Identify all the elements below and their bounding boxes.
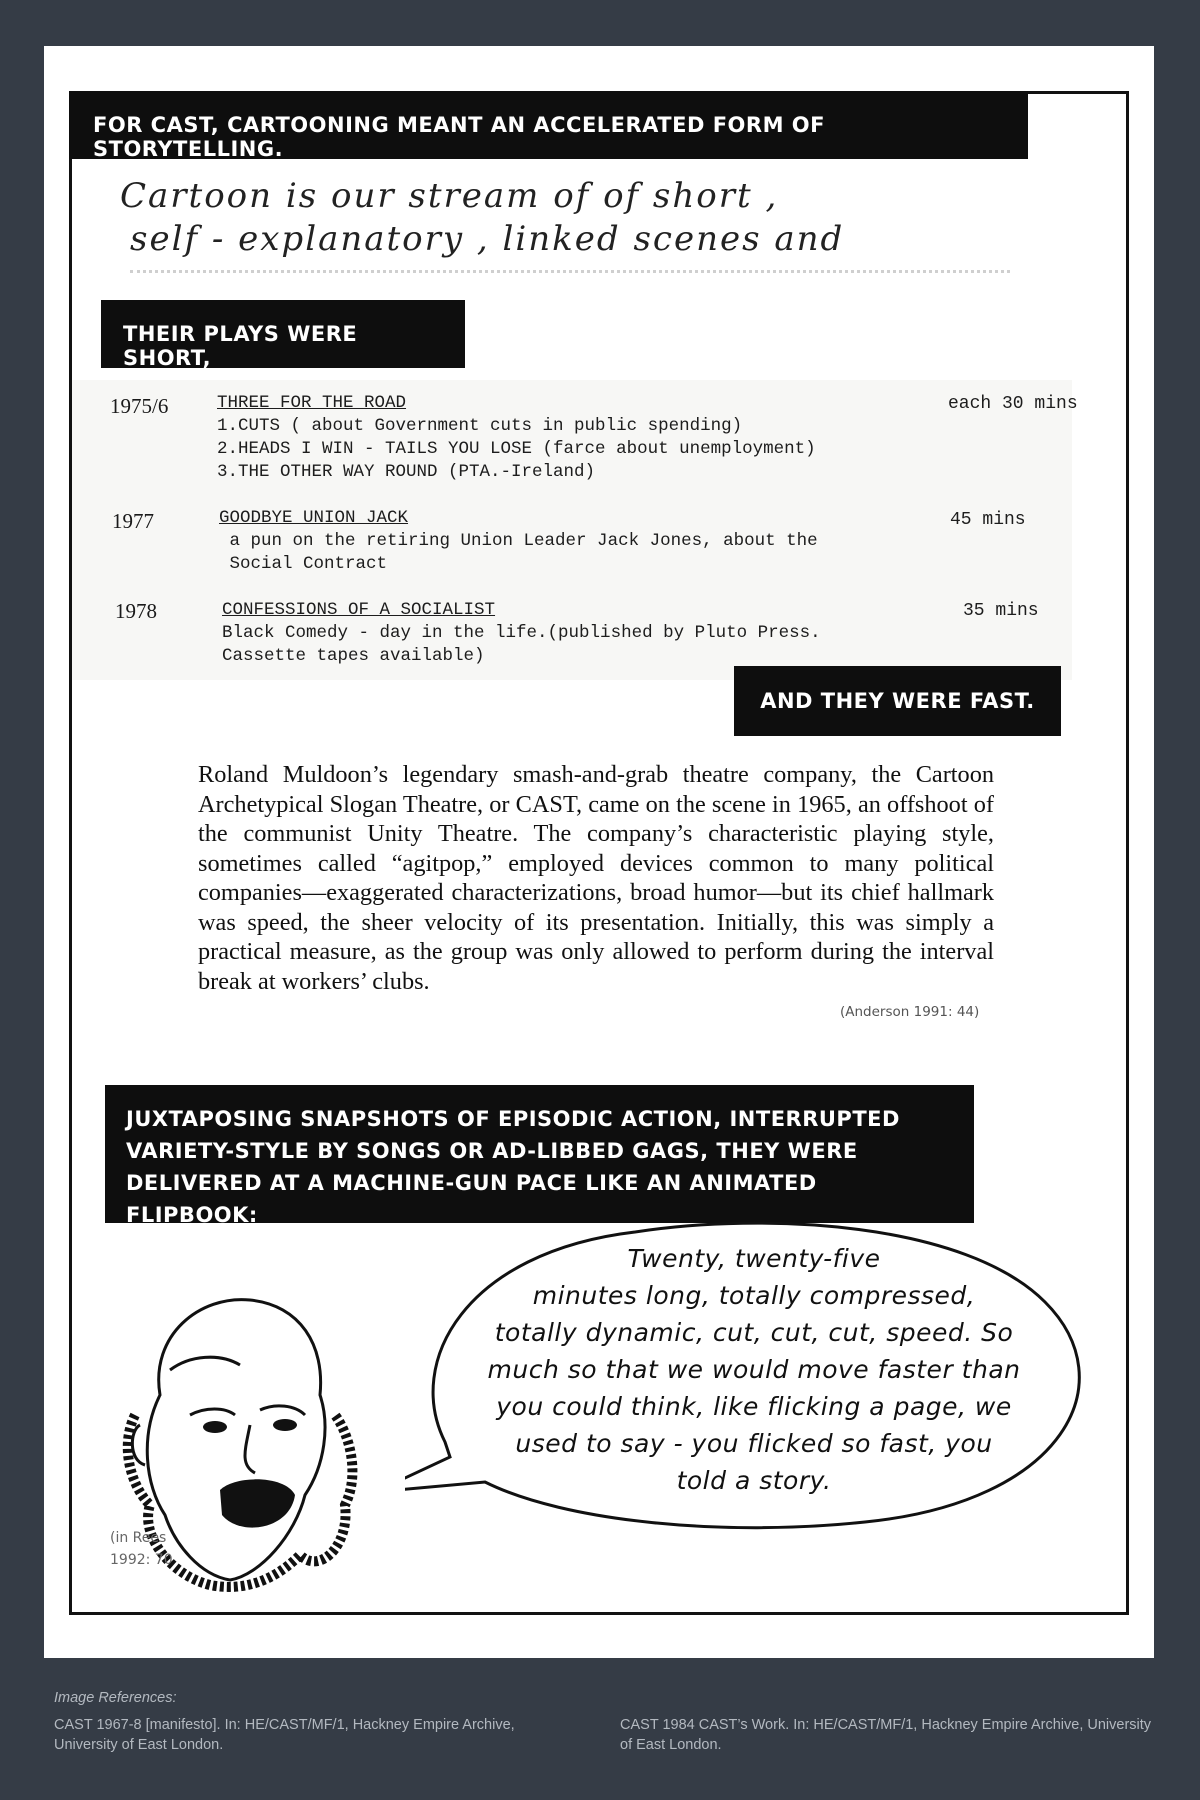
speech-citation xyxy=(110,1527,173,1571)
play-year: 1978 xyxy=(115,599,157,623)
play-line: Social Contract xyxy=(219,554,388,574)
play-entry xyxy=(219,507,818,576)
speech-line: used to say - you flicked so fast, you xyxy=(515,1429,993,1458)
play-line: Black Comedy - day in the life.(published by Pluto Press. xyxy=(222,623,821,643)
caption-plays-short: THEIR PLAYS WERE SHORT, xyxy=(101,300,465,368)
faded-scan-line xyxy=(130,270,1010,279)
play-duration: 45 mins xyxy=(950,510,1026,530)
image-reference-2: CAST 1984 CAST’s Work. In: HE/CAST/MF/1, Hackney Empire Archive, University of East London. xyxy=(620,1717,1152,1753)
speech-citation-line: 1992: 70 xyxy=(110,1552,173,1568)
play-line: 2.HEADS I WIN - TAILS YOU LOSE (farce about unemployment) xyxy=(217,439,816,459)
play-line: 1.CUTS ( about Government cuts in public spending) xyxy=(217,416,743,436)
play-title: THREE FOR THE ROAD xyxy=(217,393,407,413)
speech-line: much so that we would move faster than xyxy=(487,1355,1021,1384)
caption-storytelling: FOR CAST, CARTOONING MEANT AN ACCELERATED FORM OF STORYTELLING. xyxy=(69,91,1028,159)
image-reference-1: CAST 1967-8 [manifesto]. In: HE/CAST/MF/1, Hackney Empire Archive, University of East London. xyxy=(54,1717,515,1753)
play-year: 1977 xyxy=(112,509,154,533)
play-entry xyxy=(222,599,821,668)
speech-line: you could think, like flicking a page, we xyxy=(496,1392,1012,1421)
play-title: GOODBYE UNION JACK xyxy=(219,508,409,528)
quote-citation: (Anderson 1991: 44) xyxy=(840,1004,980,1020)
speech-bubble-text xyxy=(454,1240,1054,1499)
image-references-title: Image References: xyxy=(54,1690,177,1706)
play-title: CONFESSIONS OF A SOCIALIST xyxy=(222,600,496,620)
play-year: 1975/6 xyxy=(110,394,169,418)
quoted-passage: Roland Muldoon’s legendary smash-and-grab theatre company, the Cartoon Archetypical Slogan Theatre, or CAST, came on the scene in 1965, an offshoot of the communist Unity Theatre. The company’s characteristic playing style, sometimes called “agitpop,” employed devices common to many political companies—exaggerated characterizations, broad humor—but its chief hallmark was speed, the sheer velocity of its presentation. Initially, this was simply a practical measure, as the group was only allowed to perform during the interval break at workers’ clubs. xyxy=(198,761,994,995)
caption-plays-fast: AND THEY WERE FAST. xyxy=(734,666,1061,736)
handwritten-manifesto-line-2: self - explanatory , linked scenes and xyxy=(130,219,845,259)
play-line: Cassette tapes available) xyxy=(222,646,485,666)
play-duration: 35 mins xyxy=(963,601,1039,621)
speech-citation-line: (in Rees xyxy=(110,1530,167,1546)
play-duration: each 30 mins xyxy=(948,394,1078,414)
speech-line: totally dynamic, cut, cut, cut, speed. So xyxy=(494,1318,1014,1347)
play-entry xyxy=(217,392,816,484)
caption-flipbook: JUXTAPOSING SNAPSHOTS OF EPISODIC ACTION, INTERRUPTED VARIETY-STYLE BY SONGS OR AD-LIBBED GAGS, THEY WERE DELIVERED AT A MACHINE-GUN PACE LIKE AN ANIMATED FLIPBOOK: xyxy=(105,1085,974,1223)
play-line: 3.THE OTHER WAY ROUND (PTA.-Ireland) xyxy=(217,462,596,482)
handwritten-manifesto-line-1: Cartoon is our stream of of short , xyxy=(120,176,779,216)
play-line: a pun on the retiring Union Leader Jack Jones, about the xyxy=(219,531,818,551)
speech-line: minutes long, totally compressed, xyxy=(532,1281,976,1310)
speech-line: told a story. xyxy=(676,1466,832,1495)
speech-line: Twenty, twenty-five xyxy=(627,1244,881,1273)
